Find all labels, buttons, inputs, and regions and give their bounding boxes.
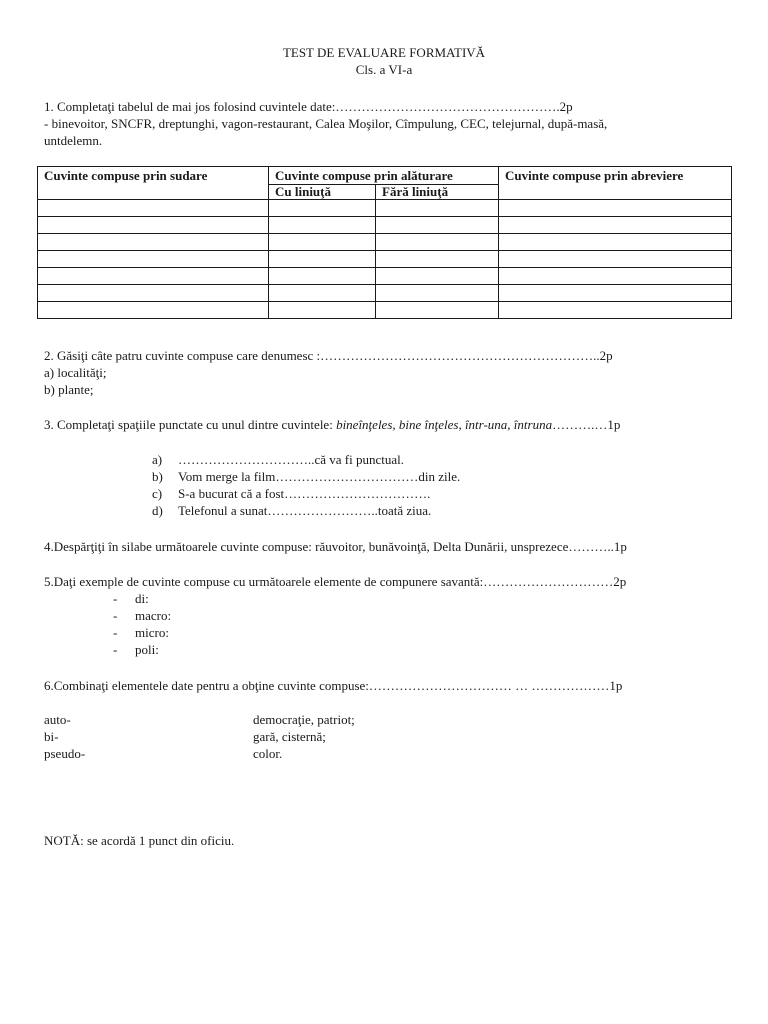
table-cell [38,268,269,285]
question-2-text: 2. Găsiţi câte patru cuvinte compuse care denumesc :………………………………………………………..2p [44,348,613,363]
question-6-words [253,711,355,762]
question-2 [44,347,734,398]
question-2-item-b: b) plante; [44,382,94,398]
list-item: a) …………………………..că va fi punctual. [152,452,405,467]
question-3-options: bineînţeles, bine înţeles, într-una, întruna [336,417,553,432]
header-cu-liniuta: Cu liniuţă [269,185,376,200]
table-cell [269,200,376,217]
table-cell [376,234,499,251]
table-cell [376,268,499,285]
table-cell [376,200,499,217]
list-item: democraţie, patriot; [253,712,355,727]
table-cell [499,234,732,251]
page-title: TEST DE EVALUARE FORMATIVĂ [282,45,486,60]
table-cell [38,251,269,268]
table-cell [269,285,376,302]
table-cell [38,302,269,319]
table-cell [38,285,269,302]
table-row [38,234,732,251]
note: NOTĂ: se acordă 1 punct din oficiu. [44,833,235,848]
header-abreviere: Cuvinte compuse prin abreviere [499,167,732,200]
question-3-points: ……….…1p [552,417,621,432]
table-row [38,268,732,285]
question-6-prefixes [44,711,85,762]
list-item: - poli: [113,642,159,658]
list-item: b) Vom merge la film……………………………din zile. [152,469,461,485]
table-cell [499,217,732,234]
question-1-text: 1. Completaţi tabelul de mai jos folosind cuvintele date:…………………………………………….2p [44,99,573,114]
question-6-text: 6.Combinaţi elementele date pentru a obţine cuvinte compuse:…………………………… … ………………1p [44,678,623,693]
table-cell [499,268,732,285]
table-cell [269,251,376,268]
list-item: color. [253,746,283,762]
table-cell [376,217,499,234]
list-item: gară, cisternă; [253,729,326,745]
table-row [38,302,732,319]
table-cell [269,217,376,234]
table-cell [269,234,376,251]
table-cell [38,217,269,234]
list-item: - di: [113,591,149,606]
list-item: pseudo- [44,746,86,762]
compound-words-table [37,166,732,319]
list-item: - micro: [113,625,169,641]
table-row [38,251,732,268]
list-item: - macro: [113,608,172,624]
table-cell [376,302,499,319]
question-5-list [113,590,171,659]
question-1-words-continued: untdelemn. [44,133,103,149]
page-subtitle: Cls. a VI-a [355,62,413,77]
table-cell [269,302,376,319]
header-alaturare: Cuvinte compuse prin alăturare [269,167,499,185]
list-item: bi- [44,729,59,745]
table-cell [499,285,732,302]
table-cell [376,285,499,302]
table-row [38,217,732,234]
list-item: c) S-a bucurat că a fost……………………………. [152,486,431,502]
table-cell [38,234,269,251]
question-3-prefix: 3. Completaţi spaţiile punctate cu unul dintre cuvintele: [44,417,337,432]
table-cell [499,302,732,319]
question-4-text: 4.Despărţiţi în silabe următoarele cuvinte compuse: răuvoitor, bunăvoinţă, Delta Dunării, unsprezece………..1p [44,539,627,554]
table-cell [269,268,376,285]
question-2-item-a: a) localităţi; [44,365,107,381]
table-row [38,285,732,302]
header-fara-liniuta: Fără liniuţă [376,185,499,200]
table-cell [376,251,499,268]
question-1 [44,98,734,149]
list-item: d) Telefonul a sunat……………………..toată ziua. [152,503,432,519]
header-sudare: Cuvinte compuse prin sudare [38,167,269,200]
question-3-text [44,416,734,433]
table-cell [499,200,732,217]
list-item: auto- [44,712,71,727]
table-cell [499,251,732,268]
table-cell [38,200,269,217]
question-5-text: 5.Daţi exemple de cuvinte compuse cu următoarele elemente de compunere savantă:…………………………2p [44,574,627,589]
question-1-words: - binevoitor, SNCFR, dreptunghi, vagon-restaurant, Calea Moşilor, Cîmpulung, CEC, telejurnal, după-masă, [44,116,608,132]
question-3-list [152,451,460,520]
table-row [38,200,732,217]
